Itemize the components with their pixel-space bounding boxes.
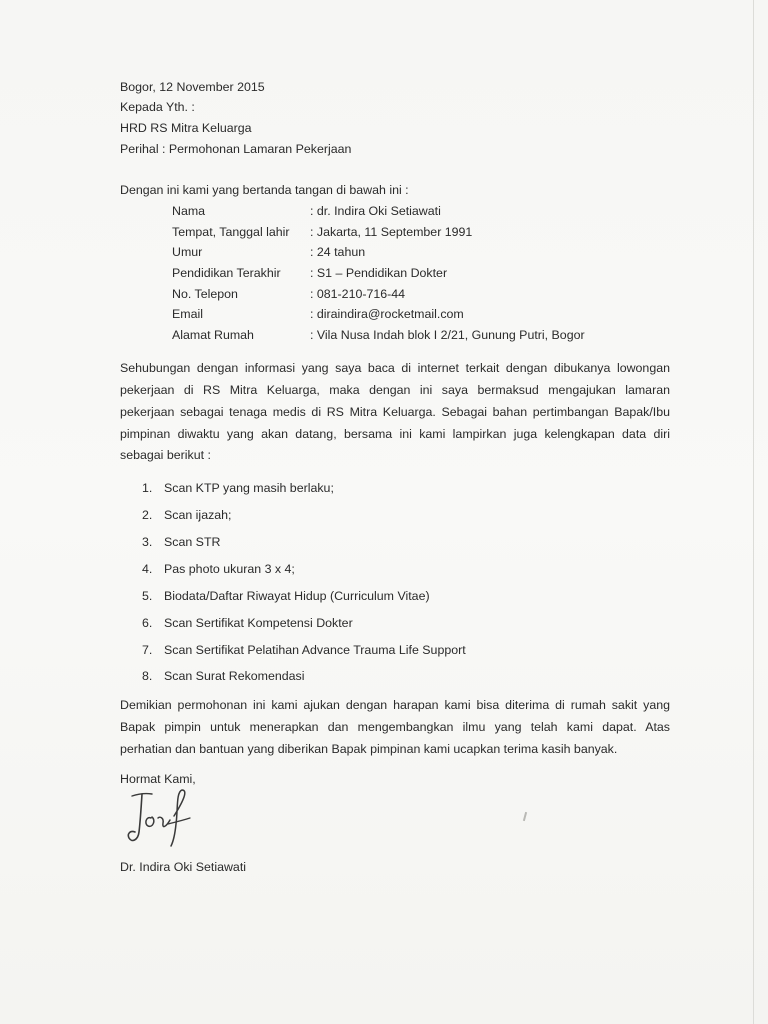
list-number: 2. [142, 508, 153, 522]
list-item: Pas photo ukuran 3 x 4; [164, 562, 295, 576]
detail-label: Alamat Rumah [172, 328, 254, 342]
paragraph-line: pekerjaan sebagai tenaga medis di RS Mitra Keluarga. Sebagai bahan pertimbangan Bapak/Ibu [120, 405, 670, 419]
list-item: Biodata/Daftar Riwayat Hidup (Curriculum Vitae) [164, 589, 430, 603]
list-number: 6. [142, 616, 153, 630]
paper-edge [753, 0, 754, 1024]
detail-label: No. Telepon [172, 287, 238, 301]
letter-to-line: Kepada Yth. : [120, 100, 195, 114]
handwritten-signature-icon [118, 780, 204, 850]
list-item: Scan Surat Rekomendasi [164, 669, 305, 683]
list-number: 1. [142, 481, 153, 495]
intro-line: Dengan ini kami yang bertanda tangan di bawah ini : [120, 183, 409, 197]
paragraph-line: perhatian dan bantuan yang diberikan Bapak pimpinan kami ucapkan terima kasih banyak. [120, 742, 618, 756]
paragraph-line: Demikian permohonan ini kami ajukan dengan harapan kami bisa diterima di rumah sakit yang [120, 698, 670, 712]
detail-value: : S1 – Pendidikan Dokter [310, 266, 448, 280]
list-number: 7. [142, 643, 153, 657]
paragraph-line: Sehubungan dengan informasi yang saya baca di internet terkait dengan dibukanya lowongan [120, 361, 670, 375]
letter-subject: Perihal : Permohonan Lamaran Pekerjaan [120, 142, 352, 156]
detail-label: Email [172, 307, 203, 321]
paragraph-line: pekerjaan di RS Mitra Keluarga, maka dengan ini saya bermaksud mengajukan lamaran [120, 383, 670, 397]
list-item: Scan STR [164, 535, 221, 549]
list-number: 5. [142, 589, 153, 603]
detail-value: : 081-210-716-44 [310, 287, 406, 301]
list-number: 8. [142, 669, 153, 683]
detail-value: : Vila Nusa Indah blok I 2/21, Gunung Putri, Bogor [310, 328, 585, 342]
detail-value: : 24 tahun [310, 245, 366, 259]
paper-speck [523, 812, 527, 821]
detail-label: Umur [172, 245, 203, 259]
paragraph-line: sebagai berikut : [120, 448, 211, 462]
detail-value: : diraindira@rocketmail.com [310, 307, 464, 321]
list-item: Scan Sertifikat Pelatihan Advance Trauma Life Support [164, 643, 466, 657]
detail-label: Pendidikan Terakhir [172, 266, 281, 280]
detail-value: : Jakarta, 11 September 1991 [310, 225, 473, 239]
detail-label: Nama [172, 204, 206, 218]
paragraph-line: Bapak pimpin untuk menerapkan dan mengembangkan ilmu yang telah kami dapat. Atas [120, 720, 670, 734]
detail-label: Tempat, Tanggal lahir [172, 225, 290, 239]
paragraph-line: pimpinan diwaktu yang akan datang, bersama ini kami lampirkan juga kelengkapan data diri [120, 427, 670, 441]
list-item: Scan KTP yang masih berlaku; [164, 481, 334, 495]
list-number: 3. [142, 535, 153, 549]
letter-date: Bogor, 12 November 2015 [120, 80, 265, 94]
list-item: Scan ijazah; [164, 508, 232, 522]
letter-recipient: HRD RS Mitra Keluarga [120, 121, 252, 135]
closing-salutation: Hormat Kami, [120, 772, 196, 786]
detail-value: : dr. Indira Oki Setiawati [310, 204, 441, 218]
signer-name: Dr. Indira Oki Setiawati [120, 860, 247, 874]
list-number: 4. [142, 562, 153, 576]
list-item: Scan Sertifikat Kompetensi Dokter [164, 616, 353, 630]
